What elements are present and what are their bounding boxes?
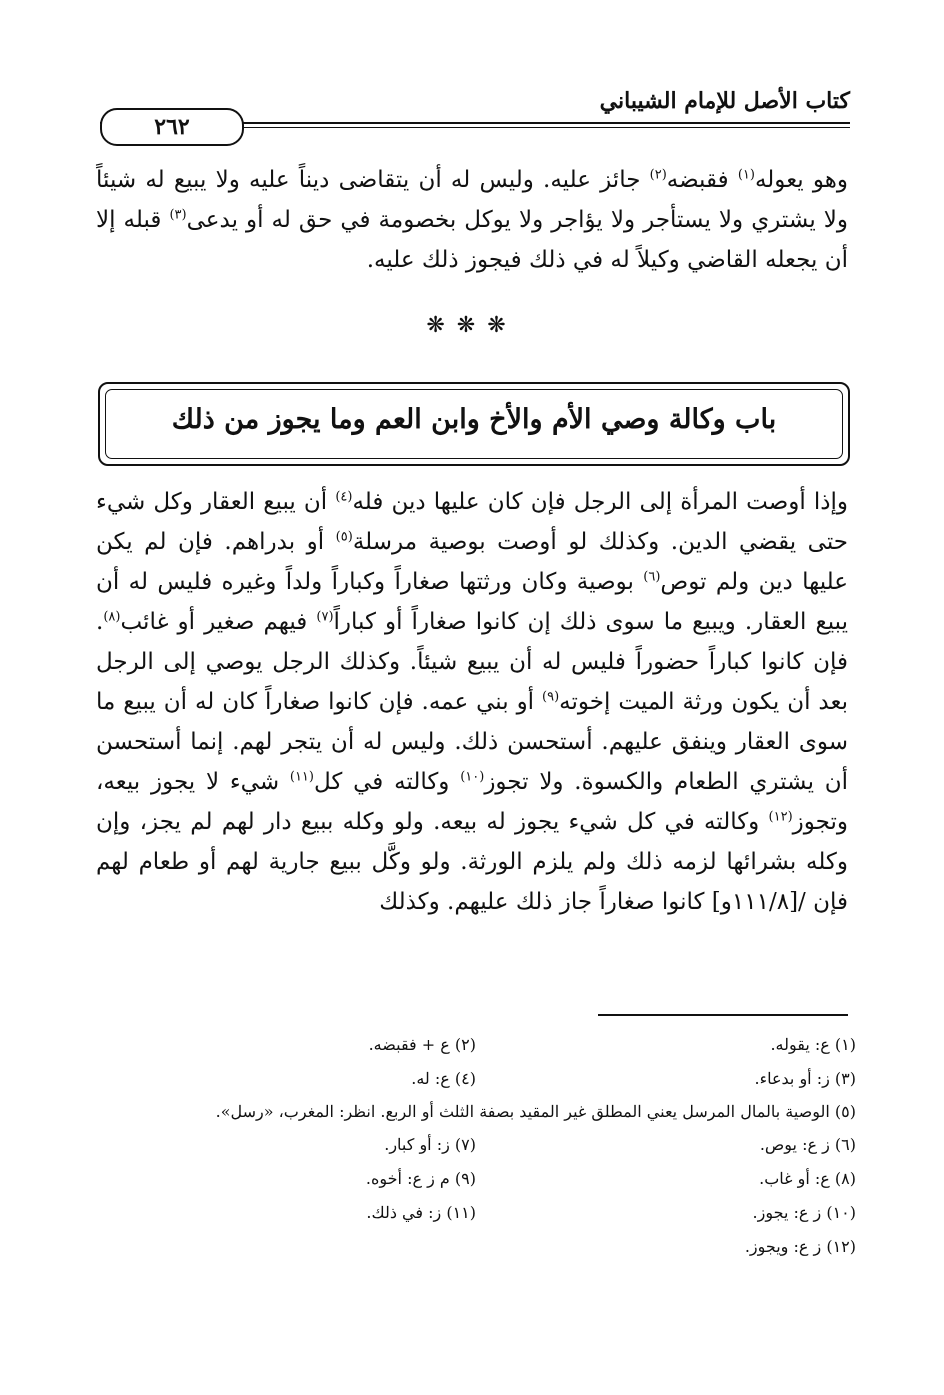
footnote-row [96,1230,856,1264]
footnote-ref: (٩) [542,689,560,705]
text-segment: جائز عليه. وليس له أن يتقاضى ديناً عليه ولا يبيع له شيئاً ولا يشتري ولا يستأجر ولا يؤاجر ولا يوكل بخصومة في حق له أو يدعى [96,167,849,233]
book-title: كتاب الأصل للإمام الشيباني [599,88,850,114]
footnote-7: (٧) ز: أو كبار. [384,1135,476,1154]
footnote-ref: (١٠) [460,769,485,785]
footnote-2: (٢) ع + فقبضه. [368,1035,476,1054]
text-segment: فقبضه [666,167,738,193]
footnote-ref: (١) [737,167,755,183]
footnote-row [96,1196,856,1230]
chapter-title: باب وكالة وصي الأم والأخ وابن العم وما يجوز من ذلك [171,404,777,435]
text-segment: وكالته في كل شيء يجوز له بيعه. ولو وكله ببيع دار لهم لم يجز، وإن وكله بشرائها لزمه ذلك ولم يلزم الورثة. ولو وكَّل ببيع جارية لهم أو طعام لهم فإن /[١١١/٨و] كانوا صغاراً جاز ذلك عليهم. وكذلك [96,809,848,915]
footnote-1: (١) ع: يقوله. [770,1035,856,1054]
text-segment: فيهم صغير أو غائب [120,609,317,635]
footnote-12: (١٢) ز ع: ويجوز. [744,1237,856,1256]
text-segment: قبله إلا أن يجعله القاضي وكيلاً له في ذلك فيجوز ذلك عليه. [96,207,848,273]
footnote-row [96,1128,856,1162]
text-segment: . فإن كانوا كباراً حضوراً فليس له أن يبيع شيئاً. وكذلك الرجل يوصي إلى الرجل بعد أن يكون ورثة الميت إخوته [96,609,849,715]
page-header [100,80,850,140]
section-ornament: ❋❋❋ [426,313,518,338]
text-segment: أو بني عمه. فإن كانوا صغاراً كان له أن يبيع ما سوى العقار وينفق عليهم. أستحسن ذلك. وليس له أن يتجر لهم. إنما أستحسن أن يشتري الطعام والكسوة. ولا تجوز [96,689,849,795]
footnote-ref: (٧) [316,609,334,625]
opening-paragraph [96,160,848,286]
footnote-row [96,1162,856,1196]
footnote-3: (٣) ز: أو بدعاء. [754,1069,856,1088]
footnote-row [96,1062,856,1096]
footnote-9: (٩) م ز ع: أخوه. [365,1169,476,1188]
text-segment: وهو يعوله [754,167,848,193]
footnote-ref: (٣) [169,207,187,223]
footnotes [96,1028,856,1264]
footnote-ref: (٦) [643,569,661,585]
footnote-5: (٥) الوصية بالمال المرسل يعني المطلق غير المقيد بصفة الثلث أو الربع. انظر: المغرب، «رسل». [215,1102,856,1121]
footnote-row [96,1028,856,1062]
footnote-6: (٦) ز ع: يوص. [759,1135,856,1154]
page-number: ٢٦٢ [100,108,244,146]
text-segment: وكالته في كل [314,769,461,795]
text-segment: بوصية وكان ورثتها صغاراً وكباراً ولداً وغيره فليس له أن يبيع العقار. ويبيع ما سوى ذلك إن كانوا صغاراً أو كباراً [96,569,848,635]
footnote-10: (١٠) ز ع: يجوز. [752,1203,856,1222]
chapter-title-box [98,382,850,466]
footnote-11: (١١) ز: في ذلك. [366,1203,476,1222]
text-segment: شيء لا يجوز بيعه، وتجوز [96,769,848,835]
text-segment: أن يبيع العقار وكل شيء حتى يقضي الدين. وكذلك لو أوصت بوصية مرسلة [96,489,848,555]
footnote-separator [598,1014,848,1016]
footnote-ref: (٨) [103,609,121,625]
footnote-ref: (٢) [649,167,667,183]
footnote-ref: (١١) [289,769,314,785]
text-segment: أو بدراهم. فإن لم يكن عليها دين ولم توص [96,529,848,595]
text-segment: وإذا أوصت المرأة إلى الرجل فإن كان عليها دين فله [352,489,848,515]
footnote-ref: (٥) [335,529,353,545]
footnote-ref: (١٢) [768,809,793,825]
footnote-ref: (٤) [335,489,353,505]
chapter-paragraph [96,482,848,982]
footnote-4: (٤) ع: له. [411,1069,476,1088]
footnote-8: (٨) ع: أو غاب. [759,1169,856,1188]
